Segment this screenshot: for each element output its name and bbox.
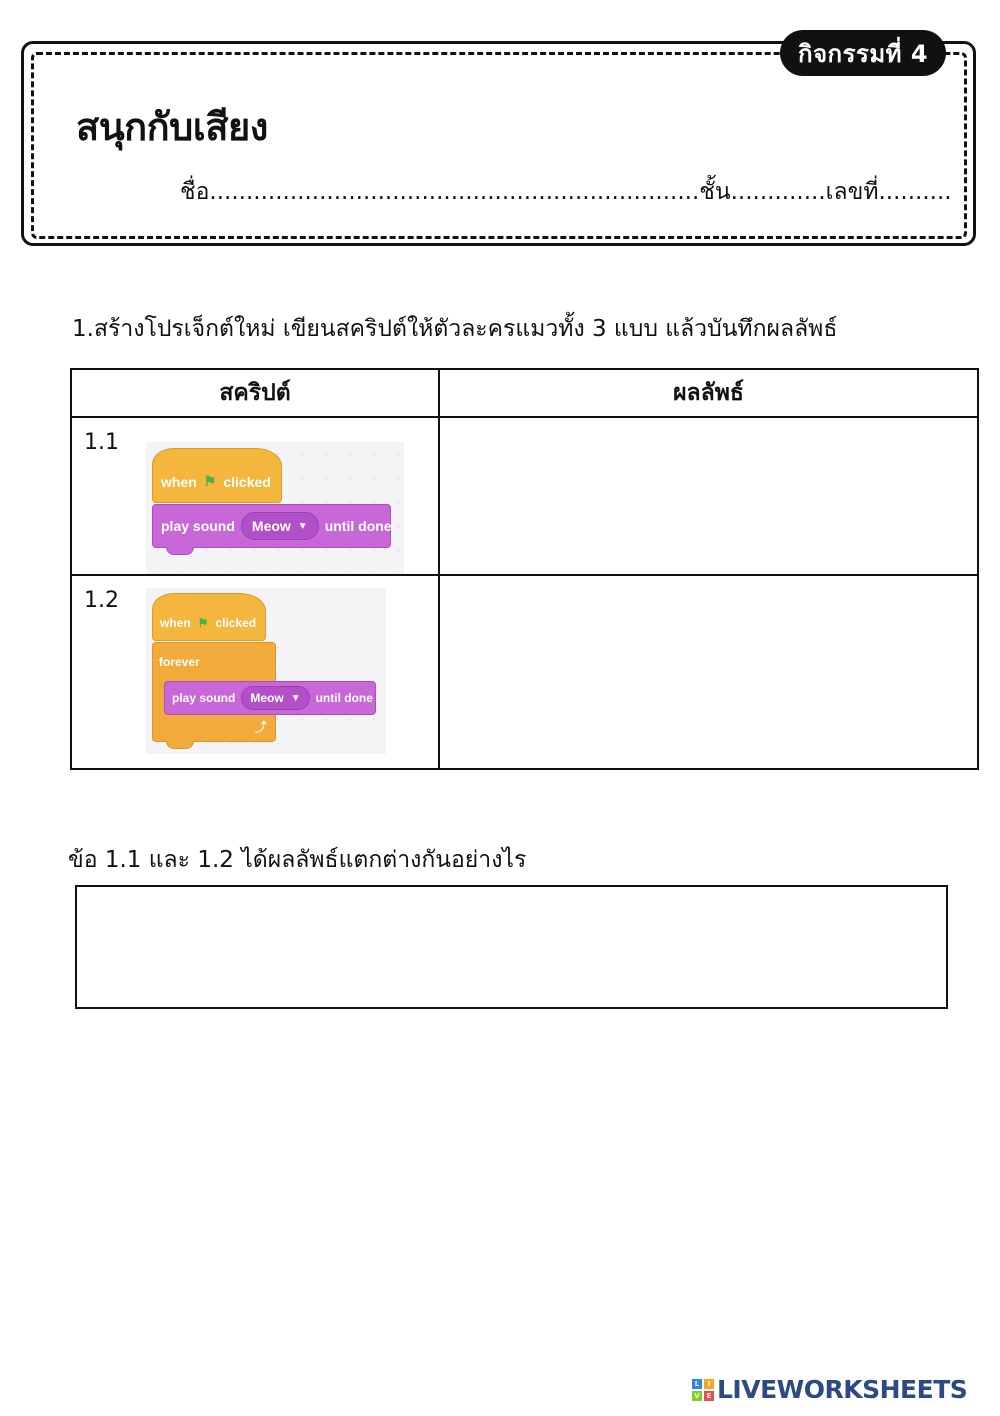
play-sound-until-done-block <box>152 504 391 548</box>
logo-mark-letter: L <box>692 1379 702 1389</box>
loop-arrow-icon: ⤴ <box>254 720 267 734</box>
table-row <box>71 575 978 769</box>
question-text: ข้อ 1.1 และ 1.2 ได้ผลลัพธ์แตกต่างกันอย่างไร <box>68 847 527 873</box>
row-number: 1.2 <box>84 588 119 613</box>
sound-dropdown <box>241 686 309 710</box>
play-sound-label: play sound <box>172 691 236 705</box>
green-flag-icon: ⚑ <box>203 473 217 489</box>
result-cell[interactable] <box>439 417 978 575</box>
hat-when-label: when <box>160 616 191 630</box>
logo-mark-icon <box>692 1379 714 1401</box>
worksheet-title: สนุกกับเสียง <box>76 105 268 149</box>
hat-clicked-label: clicked <box>215 616 257 630</box>
activity-badge: กิจกรรมที่ 4 <box>780 30 946 76</box>
liveworksheets-logo <box>692 1375 967 1404</box>
row-number: 1.1 <box>84 430 119 455</box>
table-row <box>71 417 978 575</box>
header-result: ผลลัพธ์ <box>439 369 978 417</box>
result-cell[interactable] <box>439 575 978 769</box>
hat-clicked-label: clicked <box>223 474 271 490</box>
logo-mark-letter: I <box>704 1379 714 1389</box>
green-flag-icon: ⚑ <box>197 616 209 630</box>
block-notch <box>166 547 194 555</box>
sound-dropdown <box>241 512 319 540</box>
logo-text: LIVEWORKSHEETS <box>717 1375 968 1404</box>
forever-label: forever <box>159 655 200 669</box>
logo-mark-letter: E <box>704 1391 714 1401</box>
scratch-script-image <box>146 442 404 574</box>
script-result-table <box>70 368 979 770</box>
play-sound-until-done-block <box>164 681 376 715</box>
dropdown-caret-icon: ▼ <box>290 692 301 704</box>
student-info-line[interactable]: ชื่อ...................................................................ชั้น.............เลขที่.......... <box>180 179 952 205</box>
sound-name: Meow <box>250 691 284 705</box>
answer-box[interactable] <box>75 885 948 1009</box>
dropdown-caret-icon: ▼ <box>297 520 308 532</box>
when-flag-clicked-block <box>152 448 282 503</box>
header-script: สคริปต์ <box>71 369 439 417</box>
instruction-text: 1.สร้างโปรเจ็กต์ใหม่ เขียนสคริปต์ให้ตัวละครแมวทั้ง 3 แบบ แล้วบันทึกผลลัพธ์ <box>72 316 838 342</box>
scratch-script-image <box>146 588 386 754</box>
when-flag-clicked-block <box>152 593 266 641</box>
logo-mark-letter: V <box>692 1391 702 1401</box>
until-done-label: until done <box>324 518 392 534</box>
script-cell <box>71 417 439 575</box>
script-cell <box>71 575 439 769</box>
sound-name: Meow <box>251 518 291 534</box>
hat-when-label: when <box>161 474 197 490</box>
block-notch <box>166 741 194 749</box>
play-sound-label: play sound <box>161 518 235 534</box>
until-done-label: until done <box>315 691 373 705</box>
